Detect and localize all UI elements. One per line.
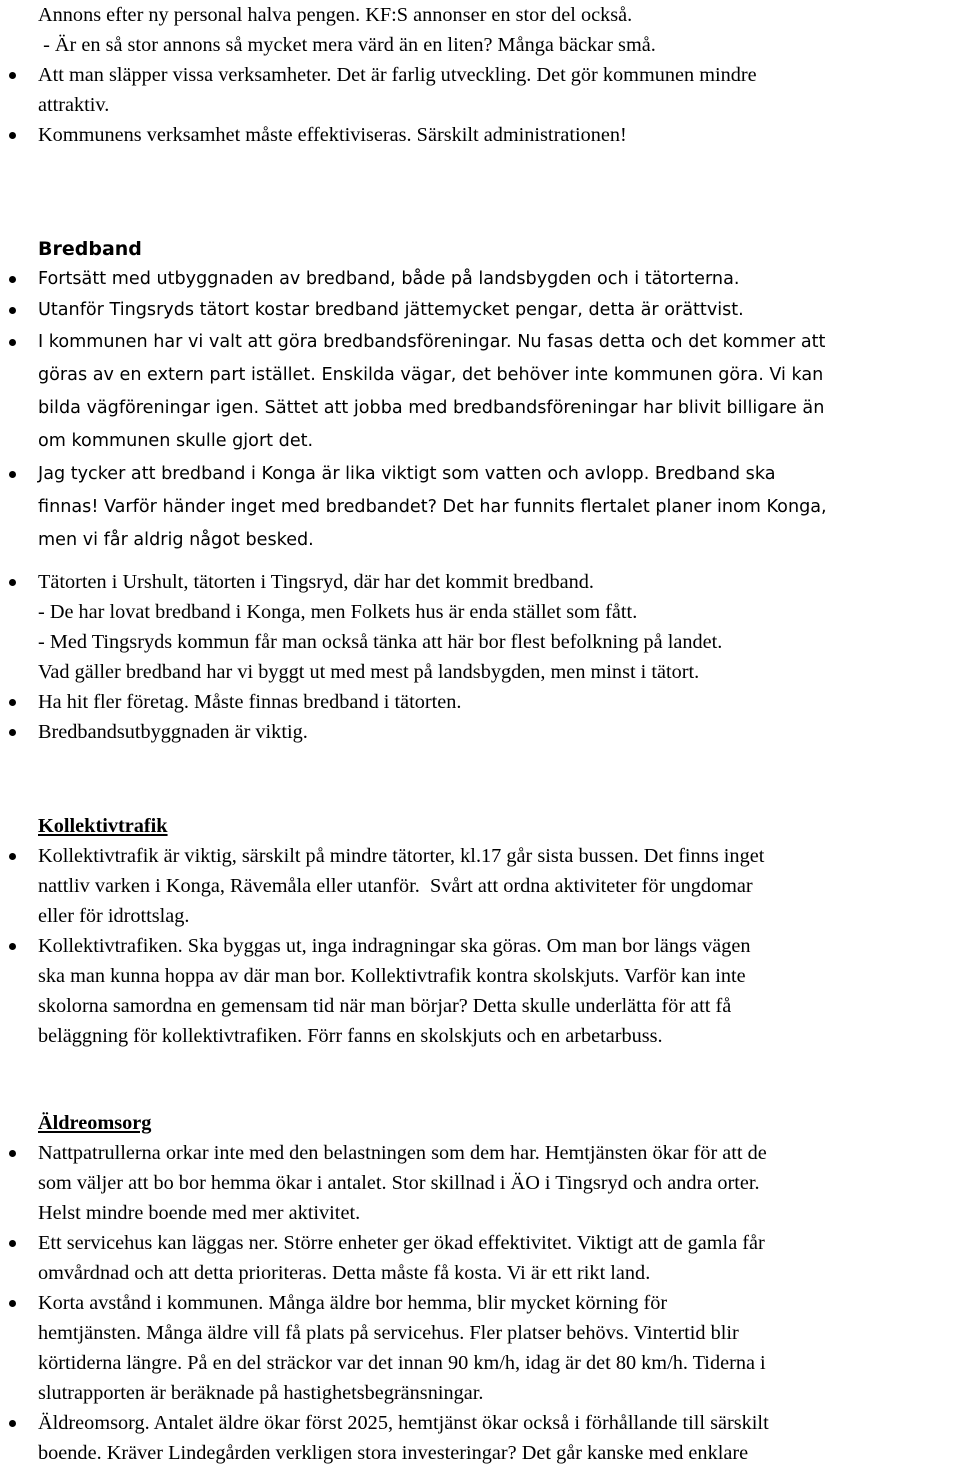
list-item: Fortsätt med utbyggnaden av bredband, både på landsbygden och i tätorterna. bbox=[38, 264, 960, 295]
list-item: Utanför Tingsryds tätort kostar bredband jättemycket pengar, detta är orättvist. bbox=[38, 295, 960, 326]
bullet-icon bbox=[9, 699, 16, 706]
list-item: Kollektivtrafiken. Ska byggas ut, inga indragningar ska göras. Om man bor längs vägen ska man kunna hoppa av där man bor. Kollektivtrafik kontra skolskjuts. Varför kan inte skolorna samordna en gemensam tid när man börjar? Detta skulle underlätta för att få beläggning för kollektivtrafiken. Förr fanns en skolskjuts och en arbetarbuss. bbox=[38, 931, 960, 1051]
intro-line-2: - Är en så stor annons så mycket mera värd än en liten? Många bäckar små. bbox=[38, 34, 656, 56]
section-heading: Kollektivtrafik bbox=[38, 815, 168, 837]
intro-section bbox=[0, 0, 960, 150]
bredband-section-continued bbox=[0, 567, 960, 747]
bullet-icon bbox=[9, 471, 16, 478]
bullet-icon bbox=[9, 1150, 16, 1157]
section-heading: Bredband bbox=[38, 238, 142, 260]
aldreomsorg-section bbox=[0, 1108, 960, 1468]
list-item: Att man släpper vissa verksamheter. Det är farlig utveckling. Det gör kommunen mindre attraktiv. bbox=[38, 60, 960, 120]
bullet-icon bbox=[9, 1240, 16, 1247]
list-item: Nattpatrullerna orkar inte med den belastningen som dem har. Hemtjänsten ökar för att de som väljer att bo bor hemma ökar i antalet. Stor skillnad i ÄO i Tingsryd och andra orter. Helst mindre boende med mer aktivitet. bbox=[38, 1138, 960, 1228]
bullet-icon bbox=[9, 943, 16, 950]
bullet-icon bbox=[9, 339, 16, 346]
list-item: Kollektivtrafik är viktig, särskilt på mindre tätorter, kl.17 går sista bussen. Det finns inget nattliv varken i Konga, Rävemåla eller utanför. Svårt att ordna aktiviteter för ungdomar eller för idrottslag. bbox=[38, 841, 960, 931]
list-item: Tätorten i Urshult, tätorten i Tingsryd, där har det kommit bredband. - De har lovat bredband i Konga, men Folkets hus är enda stället som fått. - Med Tingsryds kommun får man också tänka att här bor flest befolkning på landet. Vad gäller bredband har vi byggt ut med mest på landsbygden, men minst i tätort. bbox=[38, 567, 960, 687]
kollektivtrafik-section bbox=[0, 811, 960, 1051]
bullet-icon bbox=[9, 132, 16, 139]
list-item: Kommunens verksamhet måste effektiviseras. Särskilt administrationen! bbox=[38, 120, 960, 150]
bredband-list bbox=[0, 264, 960, 557]
list-item: Äldreomsorg. Antalet äldre ökar först 2025, hemtjänst ökar också i förhållande till särskilt boende. Kräver Lindegården verkligen stora investeringar? Det går kanske med enklare bbox=[38, 1408, 960, 1468]
list-item: Ha hit fler företag. Måste finnas bredband i tätorten. bbox=[38, 687, 960, 717]
bullet-icon bbox=[9, 1420, 16, 1427]
bullet-icon bbox=[9, 307, 16, 314]
bullet-icon bbox=[9, 729, 16, 736]
bullet-icon bbox=[9, 579, 16, 586]
section-heading: Äldreomsorg bbox=[38, 1112, 152, 1134]
list-item: I kommunen har vi valt att göra bredbandsföreningar. Nu fasas detta och det kommer att göras av en extern part istället. Enskilda vägar, det behöver inte kommunen göra. Vi kan bilda vägföreningar igen. Sättet att jobba med bredbandsföreningar har blivit billigare än om kommunen skulle gjort det. bbox=[38, 326, 960, 458]
list-item: Jag tycker att bredband i Konga är lika viktigt som vatten och avlopp. Bredband ska finnas! Varför händer inget med bredbandet? Det har funnits flertalet planer inom Konga, men vi får aldrig något besked. bbox=[38, 458, 960, 557]
bullet-icon bbox=[9, 1300, 16, 1307]
intro-line-1: Annons efter ny personal halva pengen. KF:S annonser en stor del också. bbox=[38, 4, 633, 26]
list-item: Korta avstånd i kommunen. Många äldre bor hemma, blir mycket körning för hemtjänsten. Många äldre vill få plats på servicehus. Fler platser behövs. Vintertid blir körtiderna längre. På en del sträckor var det innan 90 km/h, idag är det 80 km/h. Tiderna i slutrapporten är beräknade på hastighetsbegränsningar. bbox=[38, 1288, 960, 1408]
list-item: Bredbandsutbyggnaden är viktig. bbox=[38, 717, 960, 747]
bullet-icon bbox=[9, 276, 16, 283]
bullet-icon bbox=[9, 853, 16, 860]
bullet-icon bbox=[9, 72, 16, 79]
bredband-section bbox=[0, 234, 960, 557]
list-item: Ett servicehus kan läggas ner. Större enheter ger ökad effektivitet. Viktigt att de gamla får omvårdnad och att detta prioriteras. Detta måste få kosta. Vi är ett rikt land. bbox=[38, 1228, 960, 1288]
